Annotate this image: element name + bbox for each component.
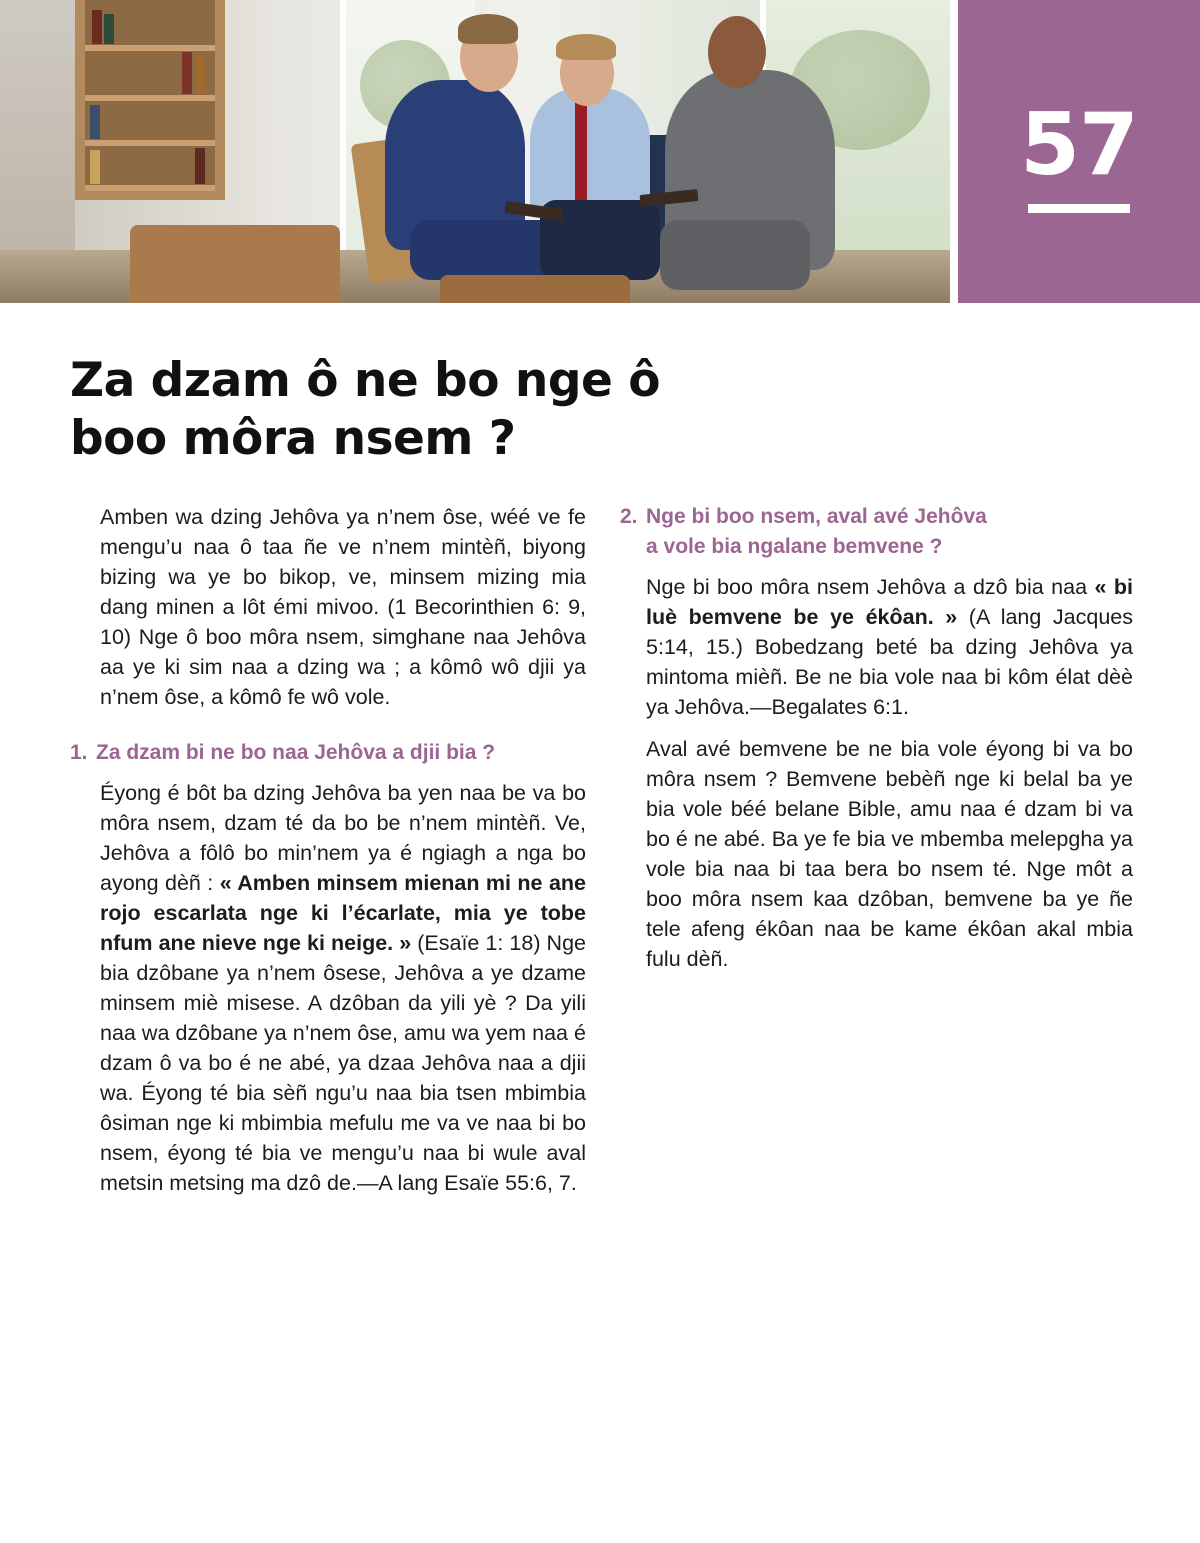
photo-foreground-chair (440, 275, 630, 303)
question-text (646, 502, 1133, 562)
lesson-number-block (958, 0, 1200, 303)
answer-1-text-continued: (Esaïe 1: 18) Nge bia dzôbane ya n’nem ôsese, Jehôva a ye dzame minsem miè misese. A dzôban da yili yè ? Da yili naa wa dzôbane ya n’nem ôse, amu wa yem naa é dzam ô va bo é ne abé, ya dzaa Jehôva naa a djii wa. Éyong té bia sèñ ngu’u naa bia tsen mbimbia ôsiman nge ki mbimbia mefulu me va ve naa bi bo nsem, éyong té bia ve mengu’u naa bi wule aval metsin metsing ma dzô de.—A lang Esaïe 55:6, 7. (100, 931, 586, 1195)
answer-1-quote: « Amben minsem mienan mi ne ane rojo escarlata nge ki l’écarlate, mia ye tobe nfum ane nieve nge ki neige. » (100, 871, 586, 955)
photo-book (195, 148, 205, 184)
photo-book (92, 10, 102, 44)
question-text-line1: Nge bi boo nsem, aval avé Jehôva (646, 505, 987, 528)
lesson-number: 57 (1020, 95, 1138, 195)
page-title-line1: Za dzam ô ne bo nge ô (70, 353, 660, 408)
photo-shelf-board (85, 45, 215, 51)
answer-2-text: Nge bi boo môra nsem Jehôva a dzô bia naa (646, 575, 1095, 599)
lesson-number-underline (1028, 204, 1130, 213)
photo-book (182, 52, 192, 94)
answer-2-paragraph-2: Aval avé bemvene be ne bia vole éyong bi va bo môra nsem ? Bemvene bebèñ nge ki belal ba ye bia vole béé belane Bible, amu naa é dzam bi va bo é ne abé. Ba ye fe bia ve mbemba melepgha ya vole bia naa bi taa bera bo nsem té. Nge môt a boo môra nsem kaa dzôban, bemvene ba ye ñe tele afeng ékôan naa be kame ékôan akal mbia fulu dèñ. (646, 737, 1133, 971)
answer-2-quote: « bi luè bemvene be ye ékôan. » (646, 575, 1133, 629)
photo-book (104, 14, 114, 44)
right-column (620, 502, 1133, 986)
photo-man-right-head (708, 16, 766, 88)
answer-1-paragraph (100, 778, 586, 1198)
photo-book (90, 105, 100, 139)
answer-2-text-continued: (A lang Jacques 5:14, 15.) Bobedzang beté ba dzing Jehôva ya mintoma mièñ. Be ne bia vole naa bi kôm élat dèè ya Jehôva.—Begalates 6:1. (646, 605, 1134, 719)
photo-man-middle (530, 88, 650, 218)
answer-1-text: Éyong é bôt ba dzing Jehôva ba yen naa be va bo môra nsem, dzam té da bo be n’nem mintèñ. Ve, Jehôva a fôlô bo min’nem ya é ngiagh a nga bo ayong dèñ : (100, 781, 586, 895)
question-number: 2. (620, 505, 638, 528)
photo-shelf-board (85, 140, 215, 146)
question-1-heading (70, 738, 586, 768)
photo-shelf-board (85, 185, 215, 191)
question-text-line2: a vole bia ngalane bemvene ? (646, 535, 943, 558)
page-title-line2: boo môra nsem ? (70, 411, 516, 466)
question-number: 1. (70, 741, 88, 764)
page-title (70, 352, 690, 468)
answer-2-paragraph-1 (646, 572, 1133, 722)
question-text: Za dzam bi ne bo naa Jehôva a djii bia ? (96, 741, 496, 764)
photo-book (196, 56, 206, 94)
intro-paragraph: Amben wa dzing Jehôva ya n’nem ôse, wéé ve fe mengu’u naa ô taa ñe ve n’nem mintèñ, biyong bizing wa ye bo bikop, ve, minsem mizing mia dang minen a lôt émi mivoo. (1 Becorinthien 6: 9, 10) Nge ô boo môra nsem, simghane naa Jehôva aa ye ki sim naa a dzing wa ; a kômô wô djii ya n’nem ôse, a kômô fe wô vole. (100, 505, 586, 709)
photo-shelf-board (85, 95, 215, 101)
question-2-heading (620, 502, 1133, 562)
photo-foreground-chair (130, 225, 340, 303)
photo-book (90, 150, 100, 184)
left-column (70, 502, 586, 1210)
photo-man-left-hair (458, 14, 518, 44)
photo-man-right-legs (660, 220, 810, 290)
header-photo (0, 0, 950, 303)
photo-man-middle-hair (556, 34, 616, 60)
